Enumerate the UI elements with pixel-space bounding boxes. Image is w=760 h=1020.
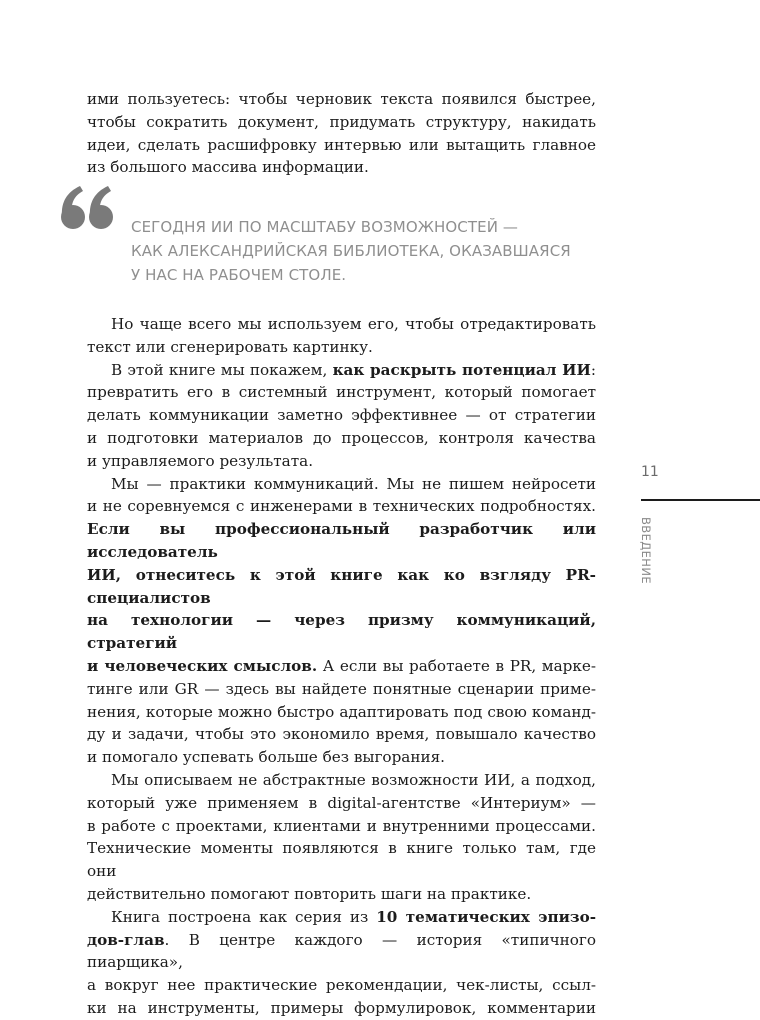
bold-text-run: дов-глав — [87, 930, 165, 949]
text-run: Книга построена как серия из — [111, 907, 377, 926]
running-head: ВВЕДЕНИЕ — [639, 517, 653, 585]
bold-text-run: как раскрыть потенциал ИИ — [332, 360, 591, 379]
text-line: и управляемого результата. — [87, 451, 314, 470]
text-run: . В центре каждого — история «типичного пиарщика», — [87, 930, 596, 972]
text-line: Мы описываем не абстрактные возможности ИИ, а подход, — [111, 770, 596, 789]
pull-quote — [131, 215, 591, 287]
bold-text-run: Если вы профессиональный разработчик или исследователь — [87, 520, 596, 561]
pull-quote-line: КАК АЛЕКСАНДРИЙСКАЯ БИБЛИОТЕКА, ОКАЗАВШАЯСЯ — [131, 242, 571, 260]
intro-paragraph — [87, 88, 596, 179]
text-line: ки на инструменты, примеры формулировок, комментарии — [87, 998, 596, 1017]
text-line: текст или сгенерировать картинку. — [87, 337, 373, 356]
text-line: действительно помогают повторить шаги на практике. — [87, 884, 532, 903]
bold-text-run: ИИ, отнеситесь к этой книге как ко взгляду PR-специалистов — [87, 565, 596, 607]
text-run: В этой книге мы покажем, — [111, 360, 333, 379]
text-line: тинге или GR — здесь вы найдете понятные сценарии приме- — [87, 679, 596, 698]
text-line: Но чаще всего мы используем его, чтобы отредактировать — [111, 315, 596, 333]
text-line: который уже применяем в digital-агентстве «Интериум» — — [87, 793, 596, 812]
text-line — [87, 609, 596, 655]
quote-icon — [58, 170, 118, 240]
text-line: Технические моменты появляются в книге только там, где они — [87, 839, 596, 881]
text-line — [87, 929, 596, 975]
text-line — [87, 906, 596, 929]
pull-quote-line: У НАС НА РАБОЧЕМ СТОЛЕ. — [131, 266, 347, 284]
text-line — [87, 518, 596, 564]
bold-text-run: 10 тематических эпизо- — [376, 907, 596, 926]
text-run: А если вы работаете в PR, марке- — [317, 656, 596, 675]
text-line — [87, 564, 596, 610]
text-line: превратить его в системный инструмент, который помогает — [87, 383, 596, 402]
page-number: 11 — [641, 464, 659, 480]
text-line: Мы — практики коммуникаций. Мы не пишем нейросети — [111, 474, 596, 493]
text-line: ду и задачи, чтобы это экономило время, повышало качество — [87, 725, 596, 744]
text-line: из большого массива информации. — [87, 158, 369, 177]
bold-text-run: и человеческих смыслов. — [87, 656, 318, 675]
text-line — [87, 655, 596, 678]
text-line: и не соревнуемся с инженерами в технических подробностях. — [87, 497, 596, 516]
text-line: идеи, сделать расшифровку интервью или вытащить главное — [87, 135, 596, 154]
main-text — [87, 313, 596, 1020]
text-line — [87, 359, 596, 382]
text-line: а вокруг нее практические рекомендации, чек-листы, ссыл- — [87, 976, 596, 995]
text-line: в работе с проектами, клиентами и внутренними процессами. — [87, 816, 596, 835]
text-line: делать коммуникации заметно эффективнее — от стратегии — [87, 406, 596, 425]
bold-text-run: на технологии — через призму коммуникаций, стратегий — [87, 611, 596, 653]
margin-rule — [641, 499, 760, 501]
text-run: : — [590, 360, 596, 379]
text-line: и помогало успевать больше без выгорания. — [87, 748, 446, 767]
pull-quote-line: СЕГОДНЯ ИИ ПО МАСШТАБУ ВОЗМОЖНОСТЕЙ — — [131, 218, 519, 236]
text-line: нения, которые можно быстро адаптировать под свою команд- — [87, 702, 596, 721]
text-line: чтобы сократить документ, придумать структуру, накидать — [87, 112, 596, 131]
text-line: ими пользуетесь: чтобы черновик текста появился быстрее, — [87, 90, 596, 108]
text-line: и подготовки материалов до процессов, контроля качества — [87, 428, 596, 447]
